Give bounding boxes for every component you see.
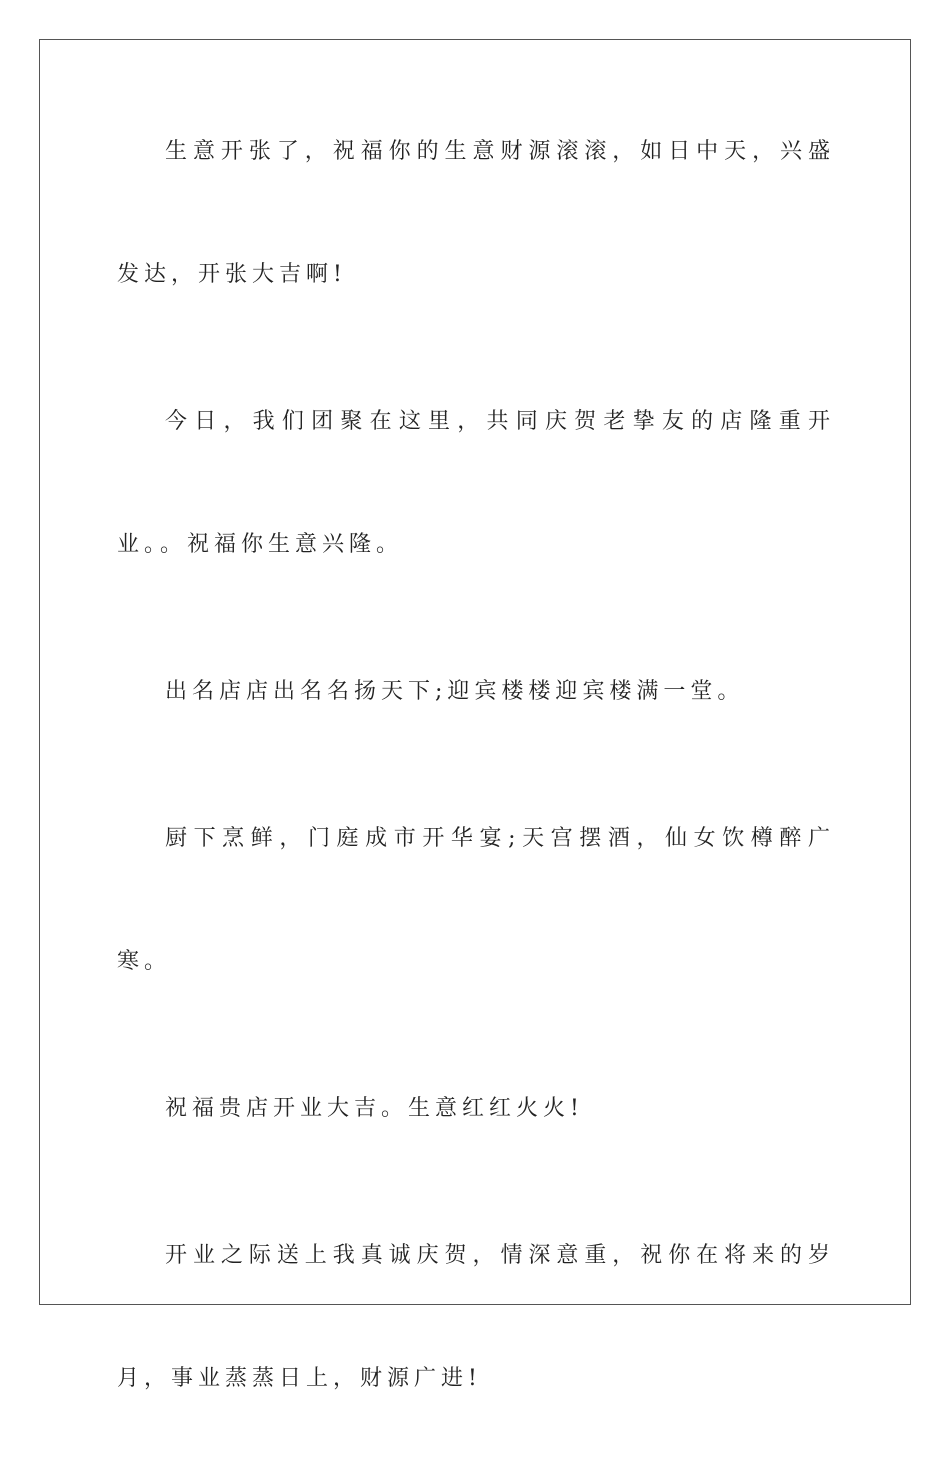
document-body [117, 130, 835, 1464]
paragraph-5: 祝福贵店开业大吉。生意红红火火! [165, 1096, 584, 1121]
paragraph-1: 生意开张了，祝福你的生意财源滚滚，如日中天，兴盛发达，开张大吉啊! [117, 139, 835, 287]
paragraph-2: 今日，我们团聚在这里，共同庆贺老挚友的店隆重开业。。祝福你生意兴隆。 [117, 409, 835, 557]
paragraph-4: 厨下烹鲜，门庭成市开华宴;天宫摆酒，仙女饮樽醉广寒。 [117, 826, 835, 974]
paragraph-3: 出名店店出名名扬天下;迎宾楼楼迎宾楼满一堂。 [165, 679, 745, 704]
paragraph-6: 开业之际送上我真诚庆贺，情深意重，祝你在将来的岁月，事业蒸蒸日上，财源广进! [117, 1243, 835, 1391]
